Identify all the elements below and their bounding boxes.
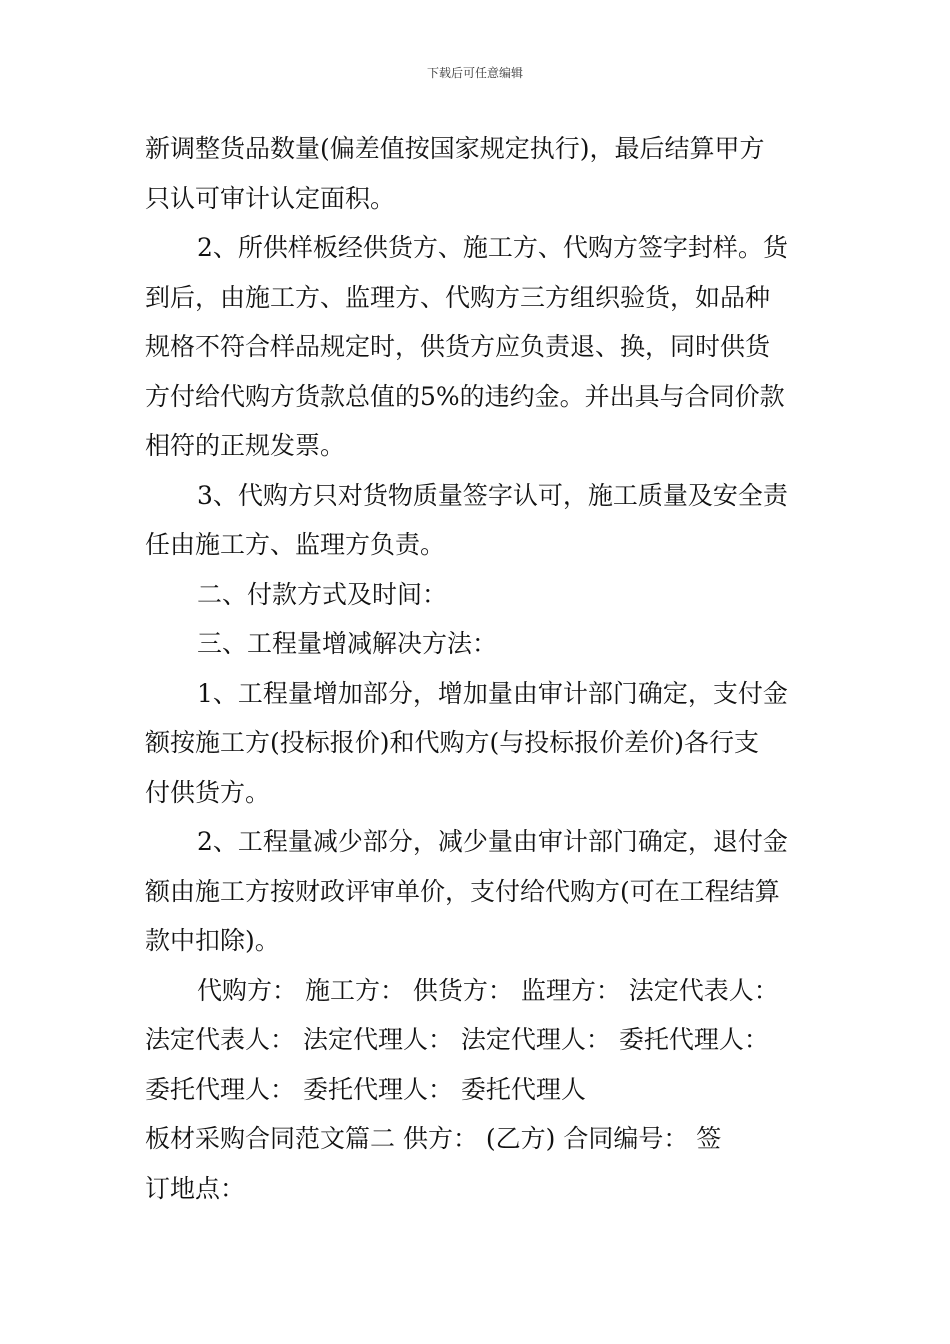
text-line: 订地点： xyxy=(145,1173,246,1203)
text-line: 付供货方。 xyxy=(145,777,271,807)
title-line: 板材采购合同范文篇二 供方： (乙方) 合同编号： 签 xyxy=(145,1124,722,1153)
signature-line: 法定代表人： 法定代理人： 法定代理人： 委托代理人： xyxy=(145,1025,769,1054)
text-line: 到后，由施工方、监理方、代购方三方组织验货，如品种 xyxy=(145,282,771,312)
page-header: 下载后可任意编辑 xyxy=(426,66,523,80)
text-line: 3、代购方只对货物质量签字认可，施工质量及安全责 xyxy=(197,480,788,510)
signature-line: 代购方： 施工方： 供货方： 监理方： 法定代表人： xyxy=(197,975,779,1005)
section-heading: 三、工程量增减解决方法： xyxy=(197,629,498,658)
text-line: 相符的正规发票。 xyxy=(145,431,346,460)
text-line: 新调整货品数量(偏差值按国家规定执行)，最后结算甲方 xyxy=(145,134,765,163)
document-body xyxy=(145,124,810,1213)
text-line: 规格不符合样品规定时，供货方应负责退、换，同时供货 xyxy=(145,332,771,361)
section-heading: 二、付款方式及时间： xyxy=(197,579,448,609)
text-line: 2、所供样板经供货方、施工方、代购方签字封样。货 xyxy=(197,233,788,262)
text-line: 款中扣除)。 xyxy=(145,926,280,955)
text-line: 任由施工方、监理方负责。 xyxy=(145,530,446,559)
text-line: 额按施工方(投标报价)和代购方(与投标报价差价)各行支 xyxy=(145,728,760,757)
signature-line: 委托代理人： 委托代理人： 委托代理人 xyxy=(145,1074,586,1104)
text-line: 额由施工方按财政评审单价，支付给代购方(可在工程结算 xyxy=(145,876,780,906)
text-line: 1、工程量增加部分，增加量由审计部门确定，支付金 xyxy=(197,678,788,708)
text-line: 方付给代购方货款总值的5%的违约金。并出具与合同价款 xyxy=(145,381,785,411)
text-line: 2、工程量减少部分，减少量由审计部门确定，退付金 xyxy=(197,827,788,856)
text-line: 只认可审计认定面积。 xyxy=(145,183,396,213)
